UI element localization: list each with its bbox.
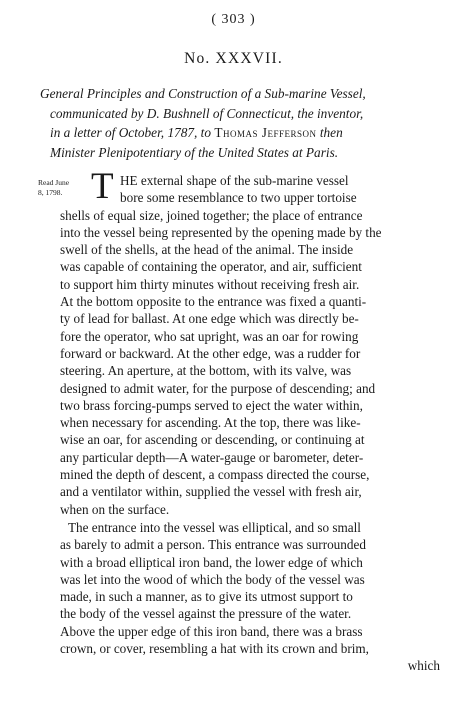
text-line: was let into the wood of which the body of the vessel was <box>60 571 365 587</box>
paragraph-1 <box>60 172 440 518</box>
text-line: when on the surface. <box>60 501 170 517</box>
text-line: fore the operator, who sat upright, was an oar for rowing <box>60 328 359 344</box>
margin-note-line: 8, 1798. <box>38 188 63 197</box>
page-number: ( 303 ) <box>211 12 256 27</box>
text-line: forward or backward. At the other edge, was a rudder for <box>60 345 361 361</box>
catchword: which <box>407 658 440 674</box>
title-line-text: then <box>316 125 343 140</box>
text-line: was capable of containing the operator, and air, sufficient <box>60 259 362 275</box>
text-line: wise an oar, for ascending or descending, or continuing at <box>60 432 365 448</box>
text-line: and a ventilator within, supplied the vessel with fresh air, <box>60 484 362 500</box>
margin-note-line: Read June <box>38 178 70 187</box>
text-line: bore some resemblance to two upper tortoise <box>120 190 357 206</box>
text-line: made, in such a manner, as to give its utmost support to <box>60 589 353 605</box>
text-line: into the vessel being represented by the opening made by the <box>60 224 382 240</box>
drop-cap: T <box>91 166 114 207</box>
recipient-name: Thomas Jefferson <box>214 125 317 140</box>
text-line: Above the upper edge of this iron band, there was a brass <box>60 623 363 639</box>
title-line <box>40 123 440 143</box>
text-line: crown, or cover, resembling a hat with its crown and brim, <box>60 641 369 657</box>
text-line: with a broad elliptical iron band, the lower edge of which <box>60 554 363 570</box>
article-number: No. XXXVII. <box>184 50 283 67</box>
text-line: when necessary for ascending. At the top, there was like- <box>60 415 361 431</box>
text-line: designed to admit water, for the purpose of descending; and <box>60 380 376 396</box>
text-line: any particular depth—A water-gauge or barometer, deter- <box>60 449 364 465</box>
text-line: to support him thirty minutes without receiving fresh air. <box>60 276 360 292</box>
text-line: shells of equal size, joined together; the place of entrance <box>60 207 363 223</box>
text-line: as barely to admit a person. This entrance was surrounded <box>60 537 366 553</box>
text-line: ty of lead for ballast. At one edge which was directly be- <box>60 311 359 327</box>
text-line: The entrance into the vessel was elliptical, and so small <box>68 520 361 535</box>
text-line: steering. An aperture, at the bottom, with its valve, was <box>60 363 352 379</box>
text-line: At the bottom opposite to the entrance was fixed a quanti- <box>60 294 367 310</box>
text-line: the body of the vessel against the pressure of the water. <box>60 606 352 622</box>
text-line: HE external shape of the sub-marine vessel <box>120 173 349 188</box>
article-title <box>40 84 440 162</box>
title-line-text: in a letter of October, 1787, to <box>50 125 215 140</box>
text-line: two brass forcing-pumps served to eject the water within, <box>60 397 363 413</box>
text-line: swell of the shells, at the head of the animal. The inside <box>60 242 354 258</box>
title-line: communicated by D. Bushnell of Connecticut, the inventor, <box>50 105 364 121</box>
title-line: General Principles and Construction of a Sub-marine Vessel, <box>40 86 366 101</box>
text-line: mined the depth of descent, a compass directed the course, <box>60 467 370 483</box>
title-line: Minister Plenipotentiary of the United States at Paris. <box>50 144 339 160</box>
paragraph-2 <box>60 519 440 675</box>
